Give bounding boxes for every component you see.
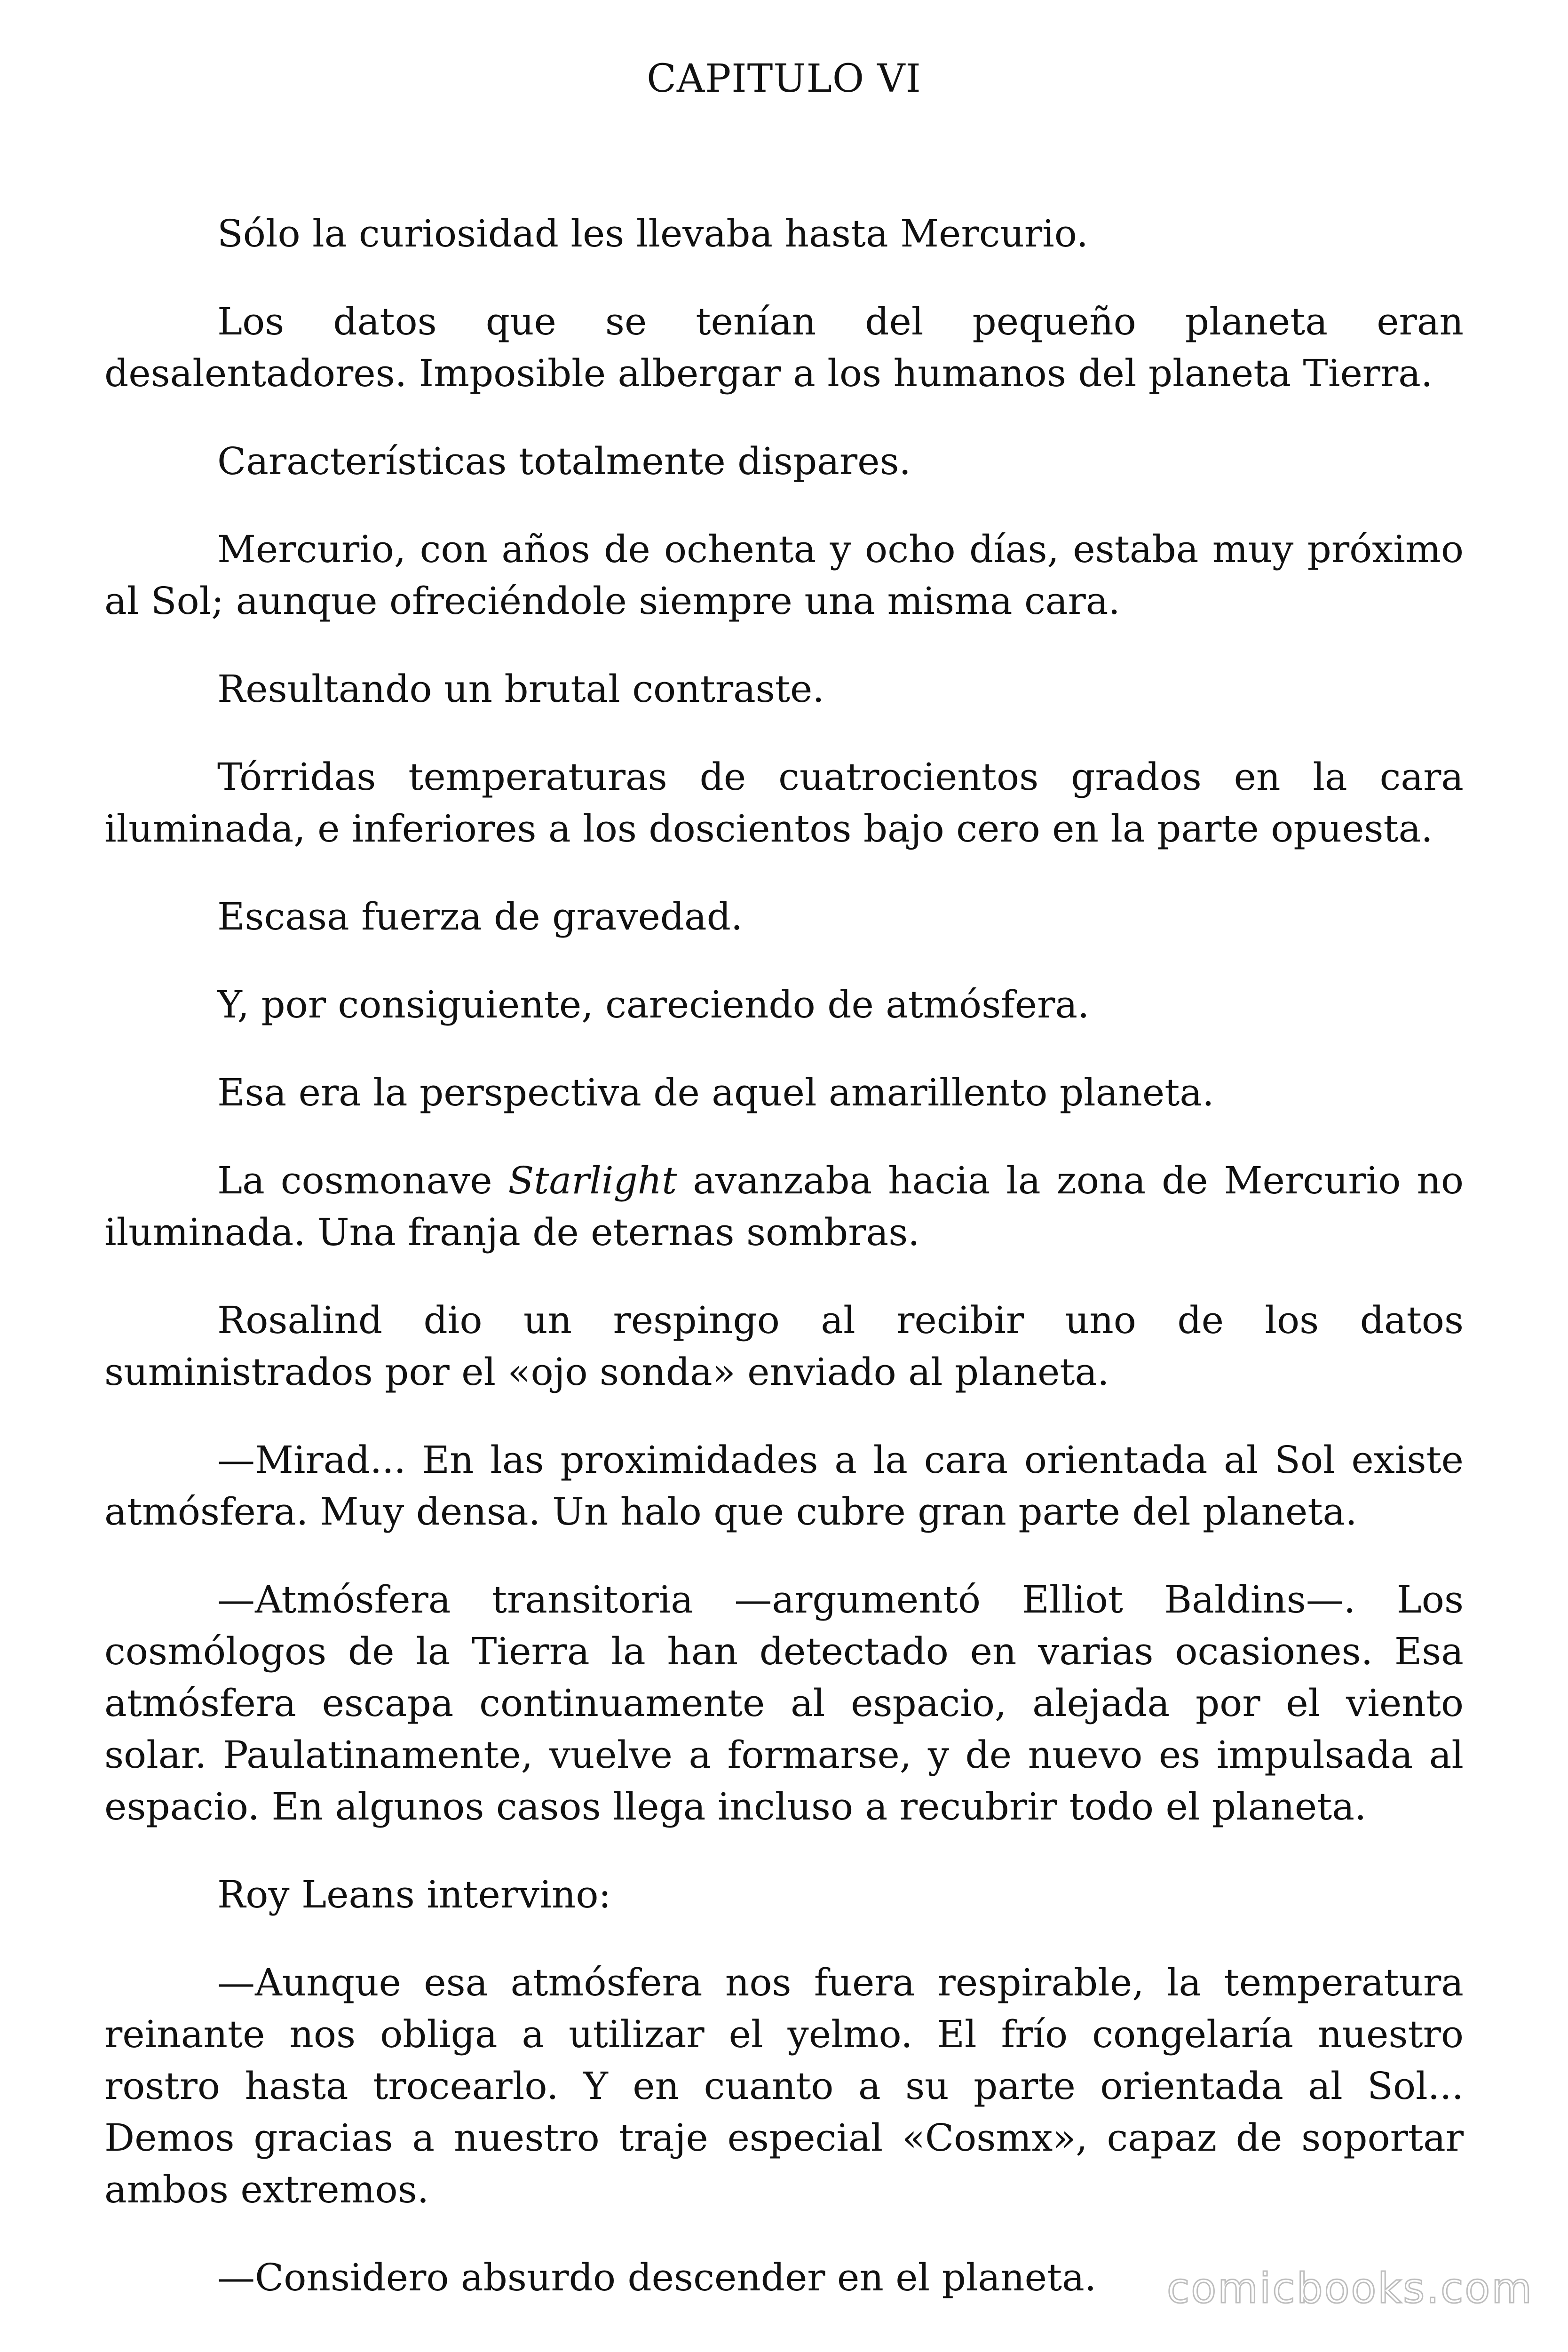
paragraph: Escasa fuerza de gravedad. [217,895,743,938]
paragraph: —Atmósfera transitoria —argumentó Elliot Baldins—. Los cosmólogos de la Tierra la han detectado en varias ocasiones. Esa atmósfera escapa continuamente al espacio, alejada por el viento solar. Paulatinamente, vuelve a formarse, y de nuevo es impulsada al espacio. En algunos casos llega incluso a recubrir todo el planeta. [104,1578,1464,1828]
paragraph [104,1155,1464,1258]
paragraph: —Aunque esa atmósfera nos fuera respirable, la temperatura reinante nos obliga a utilizar el yelmo. El frío congelaría nuestro rostro hasta trocearlo. Y en cuanto a su parte orientada al Sol... Demos gracias a nuestro traje especial «Cosmx», capaz de soportar ambos extremos. [104,1961,1464,2211]
paragraph: Tórridas temperaturas de cuatrocientos grados en la cara iluminada, e inferiores a los doscientos bajo cero en la parte opuesta. [104,755,1464,850]
paragraph: Sólo la curiosidad les llevaba hasta Mercurio. [217,212,1088,255]
paragraph: —Mirad... En las proximidades a la cara orientada al Sol existe atmósfera. Muy densa. Un halo que cubre gran parte del planeta. [104,1438,1464,1534]
paragraph: —Considero absurdo descender en el planeta. [217,2256,1097,2299]
paragraph-text: La cosmonave [217,1159,508,1202]
paragraph: Características totalmente dispares. [217,439,911,483]
paragraph: Mercurio, con años de ochenta y ocho días, estaba muy próximo al Sol; aunque ofreciéndole siempre una misma cara. [104,527,1464,623]
paragraph-text: avanzaba hacia la zona de Mercurio no iluminada. Una franja de eternas sombras. [104,1159,1464,1254]
paragraph: Roy Leans intervino: [217,1873,611,1916]
chapter-title: CAPITULO VI [647,56,921,101]
paragraph: Resultando un brutal contraste. [217,667,824,711]
paragraph: Los datos que se tenían del pequeño planeta eran desalentadores. Imposible albergar a los humanos del planeta Tierra. [104,300,1464,395]
paragraph: Rosalind dio un respingo al recibir uno de los datos suministrados por el «ojo sonda» enviado al planeta. [104,1298,1464,1394]
paragraph: Esa era la perspectiva de aquel amarillento planeta. [217,1071,1214,1114]
watermark: comicbooks.com [1166,2264,1533,2312]
ship-name: Starlight [508,1159,677,1202]
paragraph: Y, por consiguiente, careciendo de atmósfera. [217,983,1090,1026]
chapter-body [104,208,1464,2304]
